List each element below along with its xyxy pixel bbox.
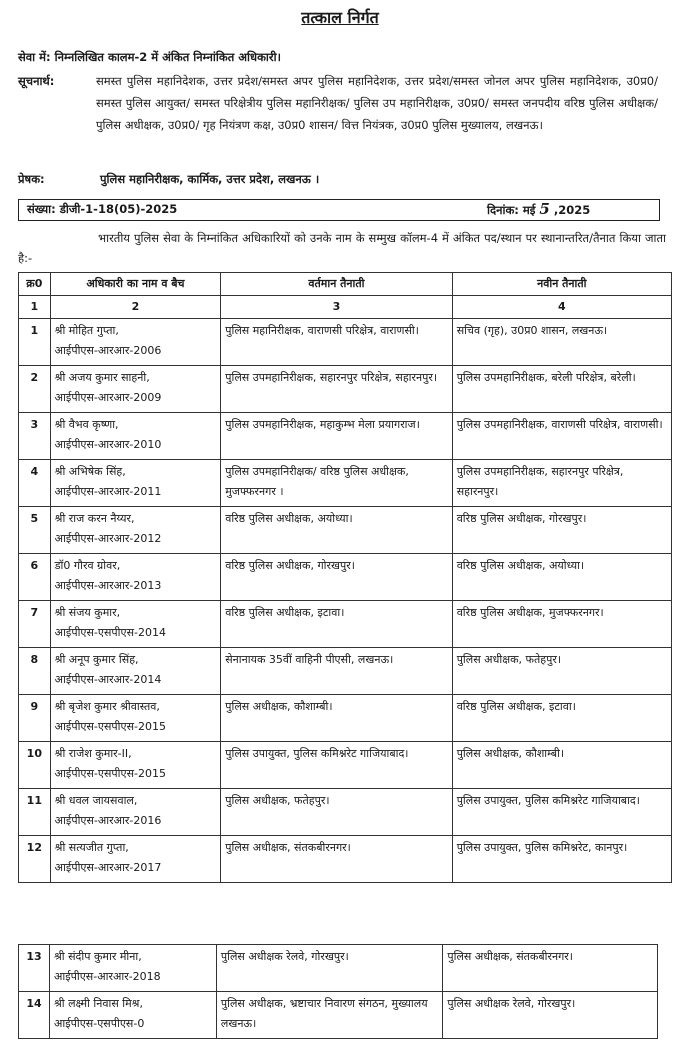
officer-name: श्री वैभव कृष्णा, [54,418,119,431]
serial-number: 2 [19,366,51,413]
officer-batch: आईपीएस-आरआर-2009 [54,391,162,404]
table-row [19,945,658,992]
officer-batch: आईपीएस-आरआर-2012 [54,532,162,545]
header-name: अधिकारी का नाम व बैच [50,273,221,296]
officer-name: श्री लक्ष्मी निवास मिश्र, [53,997,143,1010]
current-posting: पुलिस उपमहानिरीक्षक, महाकुम्भ मेला प्रयागराज। [221,413,452,460]
table-row [19,836,672,883]
officer-name: श्री अनूप कुमार सिंह, [54,653,139,666]
table-row [19,695,672,742]
serial-number: 12 [19,836,51,883]
current-posting: पुलिस उपमहानिरीक्षक/ वरिष्ठ पुलिस अधीक्षक, मुजफ्फरनगर । [221,460,452,507]
sender-label: प्रेषक: [18,172,45,186]
new-posting: वरिष्ठ पुलिस अधीक्षक, इटावा। [452,695,671,742]
officer-batch: आईपीएस-आरआर-2011 [54,485,162,498]
officer-cell [50,507,221,554]
table-row [19,789,672,836]
officer-name: श्री अजय कुमार साहनी, [54,371,150,384]
new-posting: पुलिस अधीक्षक, संतकबीरनगर। [443,945,658,992]
new-posting: पुलिस उपमहानिरीक्षक, वाराणसी परिक्षेत्र, वाराणसी। [452,413,671,460]
serial-number: 11 [19,789,51,836]
serial-number: 4 [19,460,51,507]
officer-cell [50,460,221,507]
officer-batch: आईपीएस-आरआर-2017 [54,861,162,874]
officer-cell [50,742,221,789]
officer-name: श्री राजेश कुमार-II, [54,747,132,760]
serial-number: 1 [19,319,51,366]
officer-cell [50,836,221,883]
header-current: वर्तमान तैनाती [221,273,452,296]
current-posting: पुलिस अधीक्षक, संतकबीरनगर। [221,836,452,883]
table-row [19,992,658,1039]
current-posting: वरिष्ठ पुलिस अधीक्षक, गोरखपुर। [221,554,452,601]
officer-cell [49,945,216,992]
table-row [19,319,672,366]
officer-cell [50,319,221,366]
reference-box [18,199,660,221]
current-posting: पुलिस अधीक्षक रेलवे, गोरखपुर। [216,945,443,992]
officer-cell [49,992,216,1039]
officer-name: श्री राज करन नैय्यर, [54,512,135,525]
table-row [19,601,672,648]
serial-number: 6 [19,554,51,601]
officer-batch: आईपीएस-आरआर-2018 [53,970,161,983]
header-sn: क्र0 [19,273,51,296]
new-posting: सचिव (गृह), उ0प्र0 शासन, लखनऊ। [452,319,671,366]
new-posting: पुलिस उपमहानिरीक्षक, सहारनपुर परिक्षेत्र, सहारनपुर। [452,460,671,507]
table-body [19,319,672,883]
officer-cell [50,601,221,648]
officer-batch: आईपीएस-एसपीएस-2014 [54,626,166,639]
new-posting: पुलिस अधीक्षक, कौशाम्बी। [452,742,671,789]
officer-batch: आईपीएस-आरआर-2016 [54,814,162,827]
new-posting: पुलिस अधीक्षक, फतेहपुर। [452,648,671,695]
officer-cell [50,366,221,413]
current-posting: पुलिस अधीक्षक, फतेहपुर। [221,789,452,836]
current-posting: सेनानायक 35वीं वाहिनी पीएसी, लखनऊ। [221,648,452,695]
table-row [19,460,672,507]
serial-number: 7 [19,601,51,648]
officer-name: श्री संजय कुमार, [54,606,121,619]
info-label: सूचनार्थ: [18,74,55,88]
date-year: ,2025 [553,203,591,217]
header-row [19,273,672,296]
serial-number: 3 [19,413,51,460]
officer-name: श्री अभिषेक सिंह, [54,465,126,478]
info-line [18,70,666,136]
officer-name: डॉ0 गौरव ग्रोवर, [54,559,121,572]
officer-name: श्री धवल जायसवाल, [54,794,138,807]
order-date [487,200,590,220]
officer-name: श्री संदीप कुमार मीना, [53,950,142,963]
officer-batch: आईपीएस-एसपीएस-2015 [54,720,166,733]
addressee-text: निम्नलिखित कालम-2 में अंकित निम्नांकित अधिकारी। [54,50,281,64]
table-body-continued [19,945,658,1039]
column-number-row [19,296,672,319]
current-posting: पुलिस अधीक्षक, भ्रष्टाचार निवारण संगठन, मुख्यालय लखनऊ। [216,992,443,1039]
serial-number: 10 [19,742,51,789]
date-day-handwritten: 5 [539,200,550,218]
serial-number: 9 [19,695,51,742]
colnum-4: 4 [452,296,671,319]
current-posting: वरिष्ठ पुलिस अधीक्षक, अयोध्या। [221,507,452,554]
officer-name: श्री बृजेश कुमार श्रीवास्तव, [54,700,160,713]
date-label: दिनांक: मई [487,203,536,217]
officer-batch: आईपीएस-एसपीएस-0 [53,1017,145,1030]
sender-text: पुलिस महानिरीक्षक, कार्मिक, उत्तर प्रदेश, लखनऊ । [100,172,320,186]
table-row [19,554,672,601]
intro-paragraph: भारतीय पुलिस सेवा के निम्नांकित अधिकारियों को उनके नाम के सम्मुख कॉलम-4 में अंकित पद/स्थान पर स्थानान्तरित/तैनात किया जाता है:- [18,231,666,265]
addressee-line [18,46,281,68]
officer-batch: आईपीएस-आरआर-2006 [54,344,162,357]
officer-name: श्री सत्यजीत गुप्ता, [54,841,129,854]
officer-cell [50,648,221,695]
officer-name: श्री मोहित गुप्ता, [54,324,119,337]
info-text: समस्त पुलिस महानिदेशक, उत्तर प्रदेश/समस्त अपर पुलिस महानिदेशक, उत्तर प्रदेश/समस्त जोनल अपर पुलिस महानिदेशक, उ0प्र0/समस्त पुलिस आयुक्त/ समस्त परिक्षेत्रीय पुलिस महानिरीक्षक/ पुलिस उप महानिरीक्षक, उ0प्र0/ समस्त जनपदीय वरिष्ठ पुलिस अधीक्षक/पुलिस अधीक्षक, उ0प्र0/ गृह नियंत्रण कक्ष, उ0प्र0 शासन/ वित्त नियंत्रक, उ0प्र0 पुलिस मुख्यालय, लखनऊ। [96,74,658,132]
officer-batch: आईपीएस-आरआर-2014 [54,673,162,686]
new-posting: पुलिस उपायुक्त, पुलिस कमिश्नरेट, कानपुर। [452,836,671,883]
new-posting: वरिष्ठ पुलिस अधीक्षक, अयोध्या। [452,554,671,601]
officer-cell [50,789,221,836]
new-posting: पुलिस अधीक्षक रेलवे, गोरखपुर। [443,992,658,1039]
new-posting: वरिष्ठ पुलिस अधीक्षक, गोरखपुर। [452,507,671,554]
officer-batch: आईपीएस-आरआर-2010 [54,438,162,451]
officer-cell [50,554,221,601]
reference-number: संख्या: डीजी-1-18(05)-2025 [27,202,178,216]
table-row [19,648,672,695]
current-posting: पुलिस महानिरीक्षक, वाराणसी परिक्षेत्र, वाराणसी। [221,319,452,366]
colnum-2: 2 [50,296,221,319]
current-posting: पुलिस उपमहानिरीक्षक, सहारनपुर परिक्षेत्र, सहारनपुर। [221,366,452,413]
colnum-3: 3 [221,296,452,319]
table-row [19,366,672,413]
officer-batch: आईपीएस-आरआर-2013 [54,579,162,592]
serial-number: 14 [19,992,50,1039]
serial-number: 13 [19,945,50,992]
table-row [19,413,672,460]
colnum-1: 1 [19,296,51,319]
officer-batch: आईपीएस-एसपीएस-2015 [54,767,166,780]
new-posting: पुलिस उपायुक्त, पुलिस कमिश्नरेट गाजियाबाद। [452,789,671,836]
current-posting: पुलिस उपायुक्त, पुलिस कमिश्नरेट गाजियाबाद। [221,742,452,789]
current-posting: वरिष्ठ पुलिस अधीक्षक, इटावा। [221,601,452,648]
table-row [19,507,672,554]
officer-cell [50,695,221,742]
officer-cell [50,413,221,460]
document-title: तत्काल निर्गत [301,8,379,27]
new-posting: पुलिस उपमहानिरीक्षक, बरेली परिक्षेत्र, बरेली। [452,366,671,413]
new-posting: वरिष्ठ पुलिस अधीक्षक, मुजफ्फरनगर। [452,601,671,648]
current-posting: पुलिस अधीक्षक, कौशाम्बी। [221,695,452,742]
transfer-table-continued [18,944,658,1039]
serial-number: 5 [19,507,51,554]
header-new: नवीन तैनाती [452,273,671,296]
transfer-table [18,272,672,883]
addressee-label: सेवा में: [18,50,51,64]
sender-line [18,168,319,190]
table-row [19,742,672,789]
serial-number: 8 [19,648,51,695]
